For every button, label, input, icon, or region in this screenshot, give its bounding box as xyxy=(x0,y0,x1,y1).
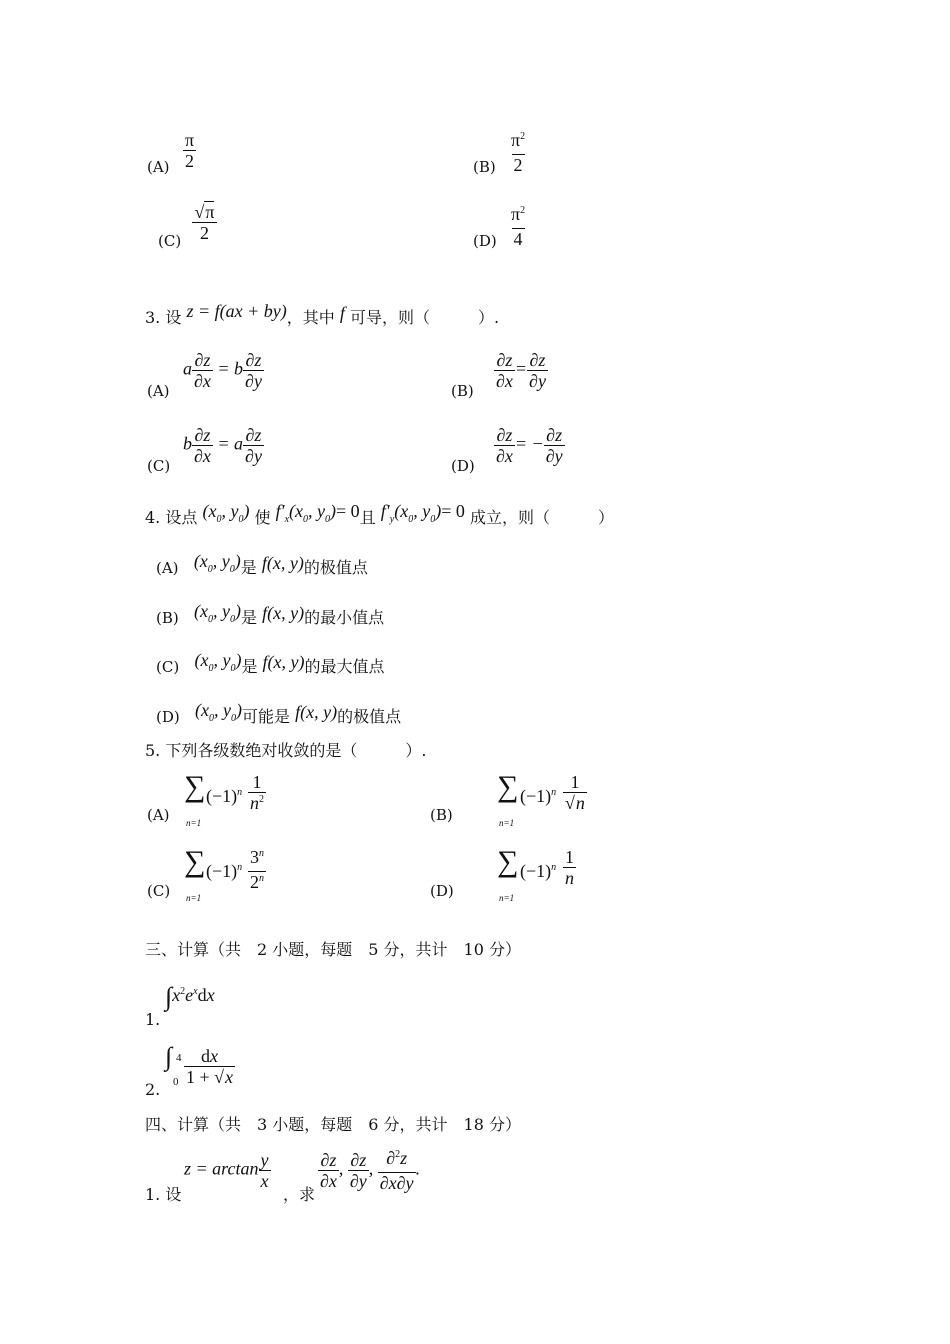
question-4-qie: 且 xyxy=(359,508,376,527)
option-b-label: (B) xyxy=(451,382,474,400)
question-3-prefix: 3. 设 xyxy=(145,308,182,327)
option-a-series: ∑ n=1 xyxy=(184,770,206,828)
exponent: 2 xyxy=(520,131,526,142)
option-d-label: (D) xyxy=(451,457,475,475)
option-b-label: (B) xyxy=(430,806,453,824)
denominator: 2 xyxy=(185,151,195,171)
problem-1-number: 1. xyxy=(145,1010,161,1029)
option-d-fraction xyxy=(509,204,527,249)
section-3-title: 三、计算（共 2 小题，每题 5 分，共计 10 分） xyxy=(145,940,521,959)
integral-2-fraction: $\frac{dx}{1 + √x}$ xyxy=(186,1046,234,1087)
numerator: π xyxy=(185,130,195,150)
lower-bound: n=1 xyxy=(186,893,202,903)
upper-limit: 4 xyxy=(176,1052,182,1064)
option-a-label: (A) xyxy=(147,158,170,176)
option-b-label: (B) xyxy=(473,158,496,176)
question-3 xyxy=(145,301,500,328)
connector: 是 xyxy=(240,558,257,577)
numerator: π xyxy=(511,204,521,224)
q4-option-d: (D) ($x_0$, $y_0$)可能是 f(x, y)的极值点 xyxy=(156,700,402,726)
tail: 的最小值点 xyxy=(304,608,385,627)
option-c-fraction: $\frac{3^n}{2^n}$ xyxy=(248,847,266,896)
equals-zero: = 0 xyxy=(441,501,465,521)
exponent: 2 xyxy=(520,205,526,216)
option-b-term: $(-1)^n$ xyxy=(520,786,557,806)
option-c-formula: b $\frac{\partial z}{\partial x}$ = a $\frac{\partial z}{\partial y}$ xyxy=(183,425,262,466)
question-4: 4. 设点 ($x_0$, $y_0$) 使 $f'_x(x_0$, $y_0)= 0$且 $f'_y(x_0$, $y_0)= 0$ 成立，则（ ） xyxy=(145,501,614,527)
q4-option-c: (C) ($x_0$, $y_0$)是 f(x, y)的最大值点 xyxy=(156,650,385,676)
option-a-fraction xyxy=(183,130,196,171)
connector: 是 xyxy=(241,657,258,676)
question-4-prefix: 4. 设点 xyxy=(145,508,198,527)
option-b-fraction: $\frac{1}{√n}$ xyxy=(565,772,585,813)
integral-2: ∫ xyxy=(165,1042,173,1071)
option-d-formula: $\frac{\partial z}{\partial x}$ = − $\frac{\partial z}{\partial y}$ xyxy=(496,425,563,466)
connector: 是 xyxy=(240,608,257,627)
arctan-definition: z = arctan $\frac{y}{x}$ xyxy=(184,1150,269,1191)
question-5-title: 5. 下列各级数绝对收敛的是（ ）. xyxy=(145,741,427,760)
option-c-fraction: $\frac{√\pi}{2}$ xyxy=(192,202,217,243)
numerator: π xyxy=(205,202,215,222)
lower-bound: n=1 xyxy=(186,818,202,828)
numerator: π xyxy=(511,130,521,150)
option-c-label: (C) xyxy=(158,232,182,250)
option-d-fraction: $\frac{1}{n}$ xyxy=(565,847,574,888)
option-a-formula: a $\frac{\partial z}{\partial x}$ = b $\frac{\partial z}{\partial y}$ xyxy=(183,350,262,391)
option-c-label: (C) xyxy=(156,658,180,676)
option-c-label: (C) xyxy=(147,882,171,900)
q4-option-b: (B) ($x_0$, $y_0$)是 f(x, y)的最小值点 xyxy=(156,601,385,627)
option-d-label: (D) xyxy=(430,882,454,900)
integral-1: $\int x^2e^xdx$ xyxy=(165,982,215,1011)
arctan: arctan xyxy=(212,1158,259,1179)
problem-2-number: 2. xyxy=(145,1080,161,1099)
question-3-suffix: 可导，则（ ）. xyxy=(349,308,500,327)
option-d-series: ∑ n=1 xyxy=(497,845,519,903)
option-b-formula: $\frac{\partial z}{\partial x}$ = $\frac{\partial z}{\partial y}$ xyxy=(496,350,546,391)
option-b-series: ∑ n=1 xyxy=(497,770,519,828)
option-b-fraction xyxy=(509,130,527,175)
connector: 可能是 xyxy=(241,707,290,726)
problem-1-number: 1. 设 xyxy=(145,1185,182,1204)
option-a-label: (A) xyxy=(156,559,179,577)
question-4-suffix: 成立，则（ ） xyxy=(469,508,614,527)
function: f(x, y) xyxy=(262,652,305,672)
function: f(x, y) xyxy=(262,603,305,623)
function: f(x, y) xyxy=(261,553,304,573)
q4-option-a: (A) ($x_0$, $y_0$)是 f(x, y)的极值点 xyxy=(156,551,368,577)
option-b-label: (B) xyxy=(156,609,179,627)
option-c-label: (C) xyxy=(147,457,171,475)
tail: 的极值点 xyxy=(337,707,402,726)
question-3-middle: ，其中 xyxy=(286,308,335,327)
option-d-term: $(-1)^n$ xyxy=(520,861,557,881)
function: f(x, y) xyxy=(295,702,338,722)
denominator: 2 xyxy=(513,155,523,175)
option-d-label: (D) xyxy=(473,232,497,250)
option-d-label: (D) xyxy=(156,708,180,726)
section-4-title: 四、计算（共 3 小题，每题 6 分，共计 18 分） xyxy=(145,1115,521,1134)
option-a-label: (A) xyxy=(147,382,170,400)
partial-derivatives: $\frac{\partial z}{\partial x}$ , $\frac{\partial z}{\partial y}$ , $\frac{\partial^2z}{\partial x\partial y}$ . xyxy=(320,1148,421,1193)
option-a-label: (A) xyxy=(147,806,170,824)
lower-bound: n=1 xyxy=(499,818,515,828)
option-a-term: $(-1)^n$ xyxy=(206,786,243,806)
problem-1-ask: ，求 xyxy=(283,1185,316,1204)
option-c-term: $(-1)^n$ xyxy=(206,861,243,881)
tail: 的极值点 xyxy=(303,558,368,577)
tail: 的最大值点 xyxy=(304,657,385,676)
question-3-expression: z = f(ax + by) xyxy=(186,301,287,321)
lower-bound: n=1 xyxy=(499,893,515,903)
lower-limit: 0 xyxy=(173,1076,179,1088)
option-c-series: ∑ n=1 xyxy=(184,845,206,903)
denominator: 2 xyxy=(192,222,217,243)
question-4-shi: 使 xyxy=(254,508,271,527)
function-symbol: f xyxy=(339,303,345,323)
denominator: 4 xyxy=(513,229,523,249)
equals-zero: = 0 xyxy=(336,501,360,521)
option-a-fraction: $\frac{1}{n^2}$ xyxy=(248,772,266,817)
